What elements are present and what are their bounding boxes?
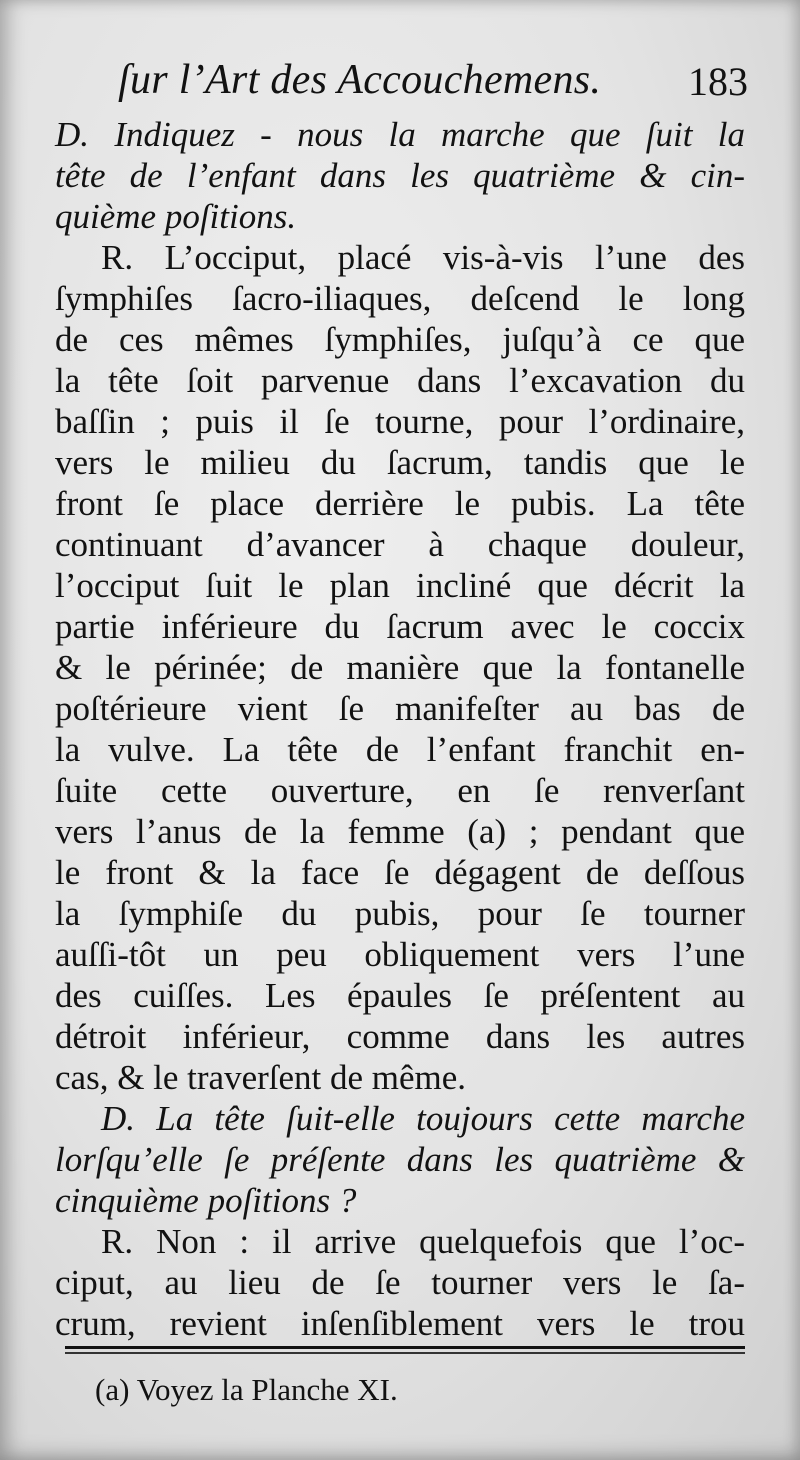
question-line: tête de l’enfant dans les quatrième & cin- <box>55 156 745 195</box>
footnote-text: Voyez la Planche XI. <box>136 1372 398 1407</box>
answer-line: des cuiſſes. Les épaules ſe préſentent au <box>55 976 745 1015</box>
answer-line: cas, & le traverſent de même. <box>55 1058 467 1097</box>
footnote <box>95 1372 398 1408</box>
answer-line: ſymphiſes ſacro-iliaques, deſcend le long <box>55 279 745 318</box>
answer-line: & le périnée; de manière que la fontanelle <box>55 648 745 687</box>
answer-line: continuant d’avancer à chaque douleur, <box>55 525 745 564</box>
answer-line: vers l’anus de la femme (a) ; pendant que <box>55 812 745 851</box>
answer-line: la vulve. La tête de l’enfant franchit en- <box>55 730 745 769</box>
answer-line: poſtérieure vient ſe manifeſter au bas de <box>55 689 745 728</box>
answer-line: R. Non : il arrive quelquefois que l’oc- <box>101 1222 745 1261</box>
page-number: 183 <box>688 59 748 104</box>
page-header <box>118 56 748 116</box>
question-line: D. La tête ſuit-elle toujours cette marche <box>101 1099 745 1138</box>
answer-line: R. L’occiput, placé vis-à-vis l’une des <box>101 238 745 277</box>
answer-line: ciput, au lieu de ſe tourner vers le ſa- <box>55 1263 745 1302</box>
rule-line <box>65 1352 745 1354</box>
question-line: D. Indiquez - nous la marche que ſuit la <box>55 115 745 154</box>
answer-line: vers le milieu du ſacrum, tandis que le <box>55 443 745 482</box>
answer-line: la tête ſoit parvenue dans l’excavation du <box>55 361 745 400</box>
question-line: quième poſitions. <box>55 197 297 236</box>
answer-line: crum, revient inſenſiblement vers le trou <box>55 1304 745 1343</box>
answer-line: le front & la face ſe dégagent de deſſous <box>55 853 745 892</box>
answer-line: auſſi-tôt un peu obliquement vers l’une <box>55 935 745 974</box>
answer-line: front ſe place derrière le pubis. La tête <box>55 484 745 523</box>
rule-line <box>65 1346 745 1349</box>
question-line: lorſqu’elle ſe préſente dans les quatrième & <box>55 1140 745 1179</box>
footnote-rule <box>65 1346 745 1360</box>
footnote-marker: (a) <box>95 1372 130 1407</box>
running-head: ſur l’Art des Accouchemens. <box>118 57 602 103</box>
answer-line: l’occiput ſuit le plan incliné que décrit la <box>55 566 745 605</box>
answer-line: partie inférieure du ſacrum avec le coccix <box>55 607 745 646</box>
answer-line: la ſymphiſe du pubis, pour ſe tourner <box>55 894 745 933</box>
answer-line: baſſin ; puis il ſe tourne, pour l’ordinaire, <box>55 402 745 441</box>
answer-line: de ces mêmes ſymphiſes, juſqu’à ce que <box>55 320 745 359</box>
answer-line: ſuite cette ouverture, en ſe renverſant <box>55 771 745 810</box>
answer-line: détroit inférieur, comme dans les autres <box>55 1017 745 1056</box>
question-line: cinquième poſitions ? <box>55 1181 357 1220</box>
page-body <box>55 114 745 1344</box>
